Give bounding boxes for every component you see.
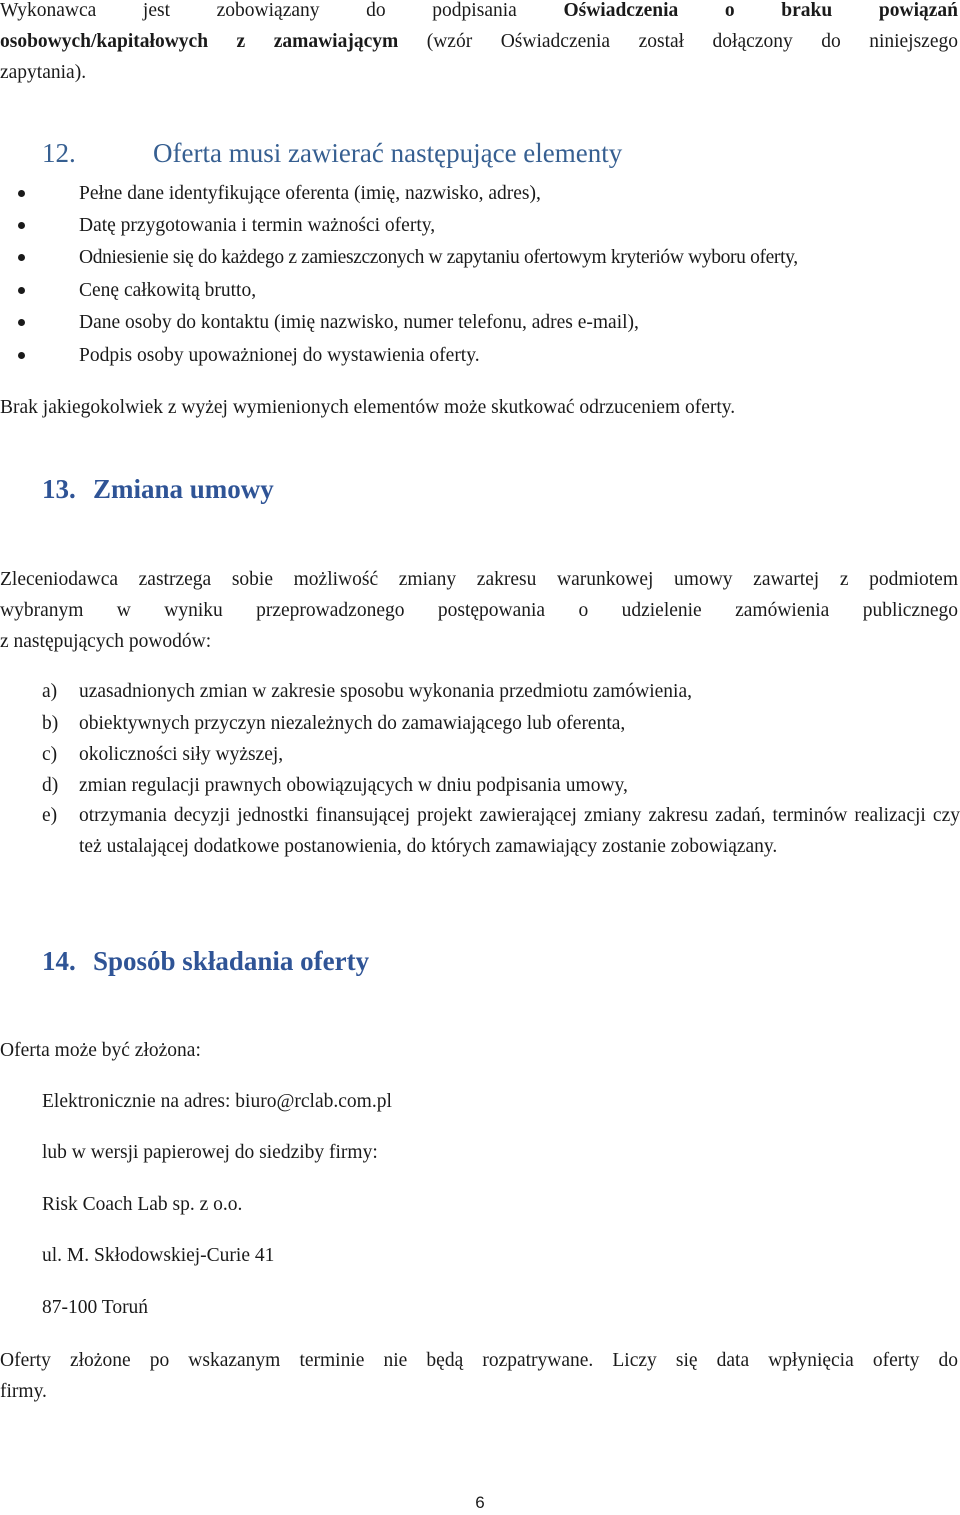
list-item-text: okoliczności siły wyższej,	[79, 744, 284, 765]
list-marker: b)	[42, 713, 59, 734]
list-item-text: obiektywnych przyczyn niezależnych do zamawiającego lub oferenta,	[79, 713, 626, 734]
bullet-icon	[18, 190, 25, 197]
bullet-icon	[18, 222, 25, 229]
list-item-text: Cenę całkowitą brutto,	[79, 280, 257, 301]
company-name: Risk Coach Lab sp. z o.o.	[42, 1194, 243, 1215]
intro-line-1	[0, 0, 958, 26]
section-13-number: 13.	[42, 474, 76, 504]
closing-line-1: Oferty złożone po wskazanym terminie nie będą rozpatrywane. Liczy się data wpłynięcia oferty do	[0, 1350, 958, 1371]
intro-line-3: zapytania).	[0, 62, 87, 83]
list-item-text: Odniesienie się do każdego z zamieszczonych w zapytaniu ofertowym kryteriów wyboru oferty,	[79, 247, 798, 268]
section-14-title: Sposób składania oferty	[93, 946, 370, 976]
list-item-text: otrzymania decyzji jednostki finansującej projekt zawierającej zmiany zakresu zadań, terminów realizacji czy też ustalającej dodatkowe postanowienia, do których zamawiający zostanie zobowiązany.	[79, 805, 960, 857]
intro-bold: Oświadczenia o braku powiązań	[563, 0, 958, 21]
list-marker: a)	[42, 681, 58, 702]
company-city: 87-100 Toruń	[42, 1297, 149, 1318]
list-marker: d)	[42, 775, 59, 796]
electronic-address: Elektronicznie na adres: biuro@rclab.com.pl	[42, 1091, 392, 1112]
intro-text-2: (wzór Oświadczenia został dołączony do niniejszego	[398, 31, 958, 52]
intro-line-2	[0, 26, 958, 57]
list-marker: c)	[42, 744, 58, 765]
section-13-paragraph-line-3: z następujących powodów:	[0, 631, 212, 652]
closing-line-2: firmy.	[0, 1381, 47, 1402]
list-item-text: zmian regulacji prawnych obowiązujących w dniu podpisania umowy,	[79, 775, 628, 796]
bullet-icon	[18, 352, 25, 359]
list-marker: e)	[42, 805, 58, 826]
intro-text: Wykonawca jest zobowiązany do podpisania	[0, 0, 564, 21]
page-number: 6	[475, 1493, 485, 1512]
intro-bold-2: osobowych/kapitałowych z zamawiającym	[0, 31, 399, 52]
section-12-title: Oferta musi zawierać następujące elementy	[153, 138, 623, 168]
company-street: ul. M. Skłodowskiej-Curie 41	[42, 1245, 275, 1266]
list-item-text: Podpis osoby upoważnionej do wystawienia oferty.	[79, 345, 480, 366]
section-13-paragraph-line-1: Zleceniodawca zastrzega sobie możliwość zmiany zakresu warunkowej umowy zawartej z podmiotem	[0, 569, 958, 590]
list-item-text: uzasadnionych zmian w zakresie sposobu wykonania przedmiotu zamówienia,	[79, 681, 692, 702]
paper-submission-note: lub w wersji papierowej do siedziby firmy:	[42, 1142, 378, 1163]
section-14-number: 14.	[42, 946, 76, 976]
list-item-text: Dane osoby do kontaktu (imię nazwisko, numer telefonu, adres e-mail),	[79, 312, 639, 333]
section-13-title: Zmiana umowy	[93, 474, 274, 504]
list-item-text: Pełne dane identyfikujące oferenta (imię, nazwisko, adres),	[79, 183, 541, 204]
section-13-paragraph-line-2: wybranym w wyniku przeprowadzonego postępowania o udzielenie zamówienia publicznego	[0, 600, 958, 621]
section-12-note: Brak jakiegokolwiek z wyżej wymienionych elementów może skutkować odrzuceniem oferty.	[0, 397, 736, 418]
list-item-text: Datę przygotowania i termin ważności oferty,	[79, 215, 436, 236]
section-14-intro: Oferta może być złożona:	[0, 1040, 201, 1061]
bullet-icon	[18, 319, 25, 326]
bullet-icon	[18, 287, 25, 294]
section-12-number: 12.	[42, 138, 76, 168]
bullet-icon	[18, 254, 25, 261]
